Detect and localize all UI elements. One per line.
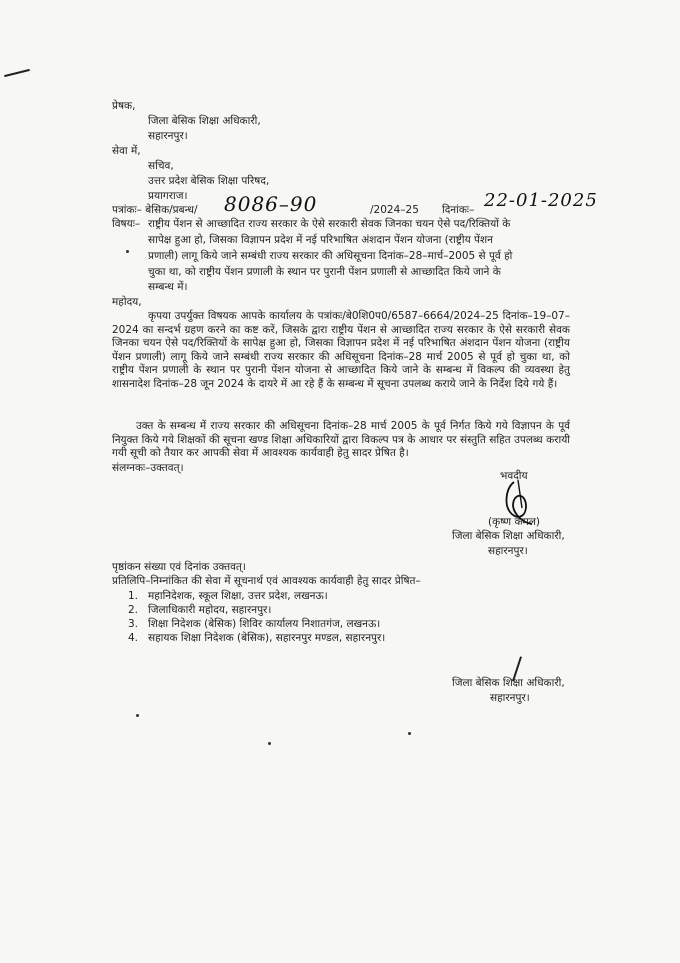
list-item-number: 4.: [128, 632, 139, 644]
list-item-number: 3.: [128, 618, 139, 630]
list-item-number: 1.: [128, 590, 139, 602]
list-item-text: महानिदेशक, स्कूल शिक्षा, उत्तर प्रदेश, लखनऊ।: [148, 590, 328, 602]
body-paragraph-1: कृपया उपर्युक्त विषयक आपके कार्यालय के पत्रांकः/बे0शि0प0/6587–6664/2024–25 दिनांक–19–07–2024 का सन्दर्भ ग्रहण करने का कष्ट करें, जिसके द्वारा राष्ट्रीय पेंशन से आच्छादित राज्य सरकार के ऐसे सरकारी सेवक जिनका चयन ऐसे पद/रिक्तियों के सापेक्ष हुआ हो, जिसका विज्ञापन प्रदेश में नई परिभाषित अंशदान पेंशन योजना (राष्ट्रीय पेंशन प्रणाली) लागू किये जाने सम्बंधी राज्य सरकार की अधिसूचना दिनांक–28 मार्च 2005 से पूर्व हो चुका था, को राष्ट्रीय पेंशन प्रणाली के स्थान पर पुरानी पेंशन योजना से आच्छादित किये जाने के सम्बन्ध में विकल्प की व्यवस्था हेतु शासनादेश दिनांक–28 जून 2024 के दायरे में आ रहे हैं के सम्बन्ध में सूचना उपलब्ध कराये जाने के निर्देश दिये गये हैं।: [112, 310, 570, 390]
enclosure-note: संलग्नकः–उक्तवत्।: [112, 462, 184, 474]
reference-date-label: दिनांकः–: [442, 204, 475, 216]
list-item-text: जिलाधिकारी महोदय, सहारनपुर।: [148, 604, 272, 616]
recipient-organization: उत्तर प्रदेश बेसिक शिक्षा परिषद,: [148, 175, 270, 187]
list-item-text: सहायक शिक्षा निदेशक (बेसिक), सहारनपुर मण्डल, सहारनपुर।: [148, 632, 386, 644]
sender-place: सहारनपुर।: [148, 130, 188, 142]
list-item-text: शिक्षा निदेशक (बेसिक) शिविर कार्यालय निशातगंज, लखनऊ।: [148, 618, 381, 630]
reference-date-handwritten: 22-01-2025: [484, 190, 598, 211]
list-item: [128, 590, 328, 603]
recipient-label: सेवा में,: [112, 145, 141, 157]
second-signatory-designation: जिला बेसिक शिक्षा अधिकारी,: [452, 677, 565, 689]
endorsement-copy-line: प्रतिलिपि–निम्नांकित की सेवा में सूचनार्थ एवं आवश्यक कार्यवाही हेतु सादर प्रेषित–: [112, 575, 421, 587]
body-paragraph-2: उक्त के सम्बन्ध में राज्य सरकार की अधिसूचना दिनांक–28 मार्च 2005 के पूर्व निर्गत किये गये विज्ञापन के पूर्व नियुक्त किये गये शिक्षकों की सूचना खण्ड शिक्षा अधिकारियों द्वारा विकल्प पत्र के आधार पर संस्तुति सहित उपलब्ध करायी गयी सूची को तैयार कर आपकी सेवा में आवश्यक कार्यवाही हेतु सादर प्रेषित है।: [112, 420, 570, 460]
signatory-name: (कृष्ण कमल): [488, 516, 541, 528]
subject-line-3: प्रणाली) लागू किये जाने सम्बंधी राज्य सरकार की अधिसूचना दिनांक–28–मार्च–2005 से पूर्व हो: [148, 250, 513, 262]
signatory-place: सहारनपुर।: [488, 545, 528, 557]
sender-label: प्रेषक,: [112, 100, 136, 112]
reference-prefix: पत्रांकः– बेसिक/प्रबन्ध/: [112, 204, 198, 216]
list-item: [128, 618, 381, 631]
endorsement-number-line: पृष्ठांकन संख्या एवं दिनांक उक्तवत्।: [112, 561, 246, 573]
list-item: [128, 632, 386, 645]
scan-speck: [268, 742, 271, 745]
signature-closing: भवदीय: [500, 470, 528, 482]
recipient-place: प्रयागराज।: [148, 190, 188, 202]
subject-line-2: सापेक्ष हुआ हो, जिसका विज्ञापन प्रदेश में नई परिभाषित अंशदान पेंशन योजना (राष्ट्रीय पेंशन: [148, 234, 493, 246]
reference-number-handwritten: 8086–90: [224, 192, 318, 216]
signatory-designation: जिला बेसिक शिक्षा अधिकारी,: [452, 530, 565, 542]
recipient-title: सचिव,: [148, 160, 174, 172]
subject-line-1: राष्ट्रीय पेंशन से आच्छादित राज्य सरकार के ऐसे सरकारी सेवक जिनका चयन ऐसे पद/रिक्तियों के: [148, 218, 511, 230]
scan-speck: [126, 250, 129, 253]
salutation: महोदय,: [112, 296, 142, 308]
sender-designation: जिला बेसिक शिक्षा अधिकारी,: [148, 115, 261, 127]
reference-year: /2024–25: [370, 204, 419, 216]
list-item: [128, 604, 272, 617]
scan-speck: [408, 732, 411, 735]
subject-line-4: चुका था, को राष्ट्रीय पेंशन प्रणाली के स्थान पर पुरानी पेंशन प्रणाली से आच्छादित किये जाने के: [148, 266, 501, 278]
subject-line-5: सम्बन्ध में।: [148, 281, 188, 293]
subject-label: विषयः–: [112, 218, 141, 230]
scan-speck: [136, 714, 139, 717]
second-signatory-place: सहारनपुर।: [490, 692, 530, 704]
list-item-number: 2.: [128, 604, 139, 616]
pen-stroke-mark: [4, 69, 30, 77]
